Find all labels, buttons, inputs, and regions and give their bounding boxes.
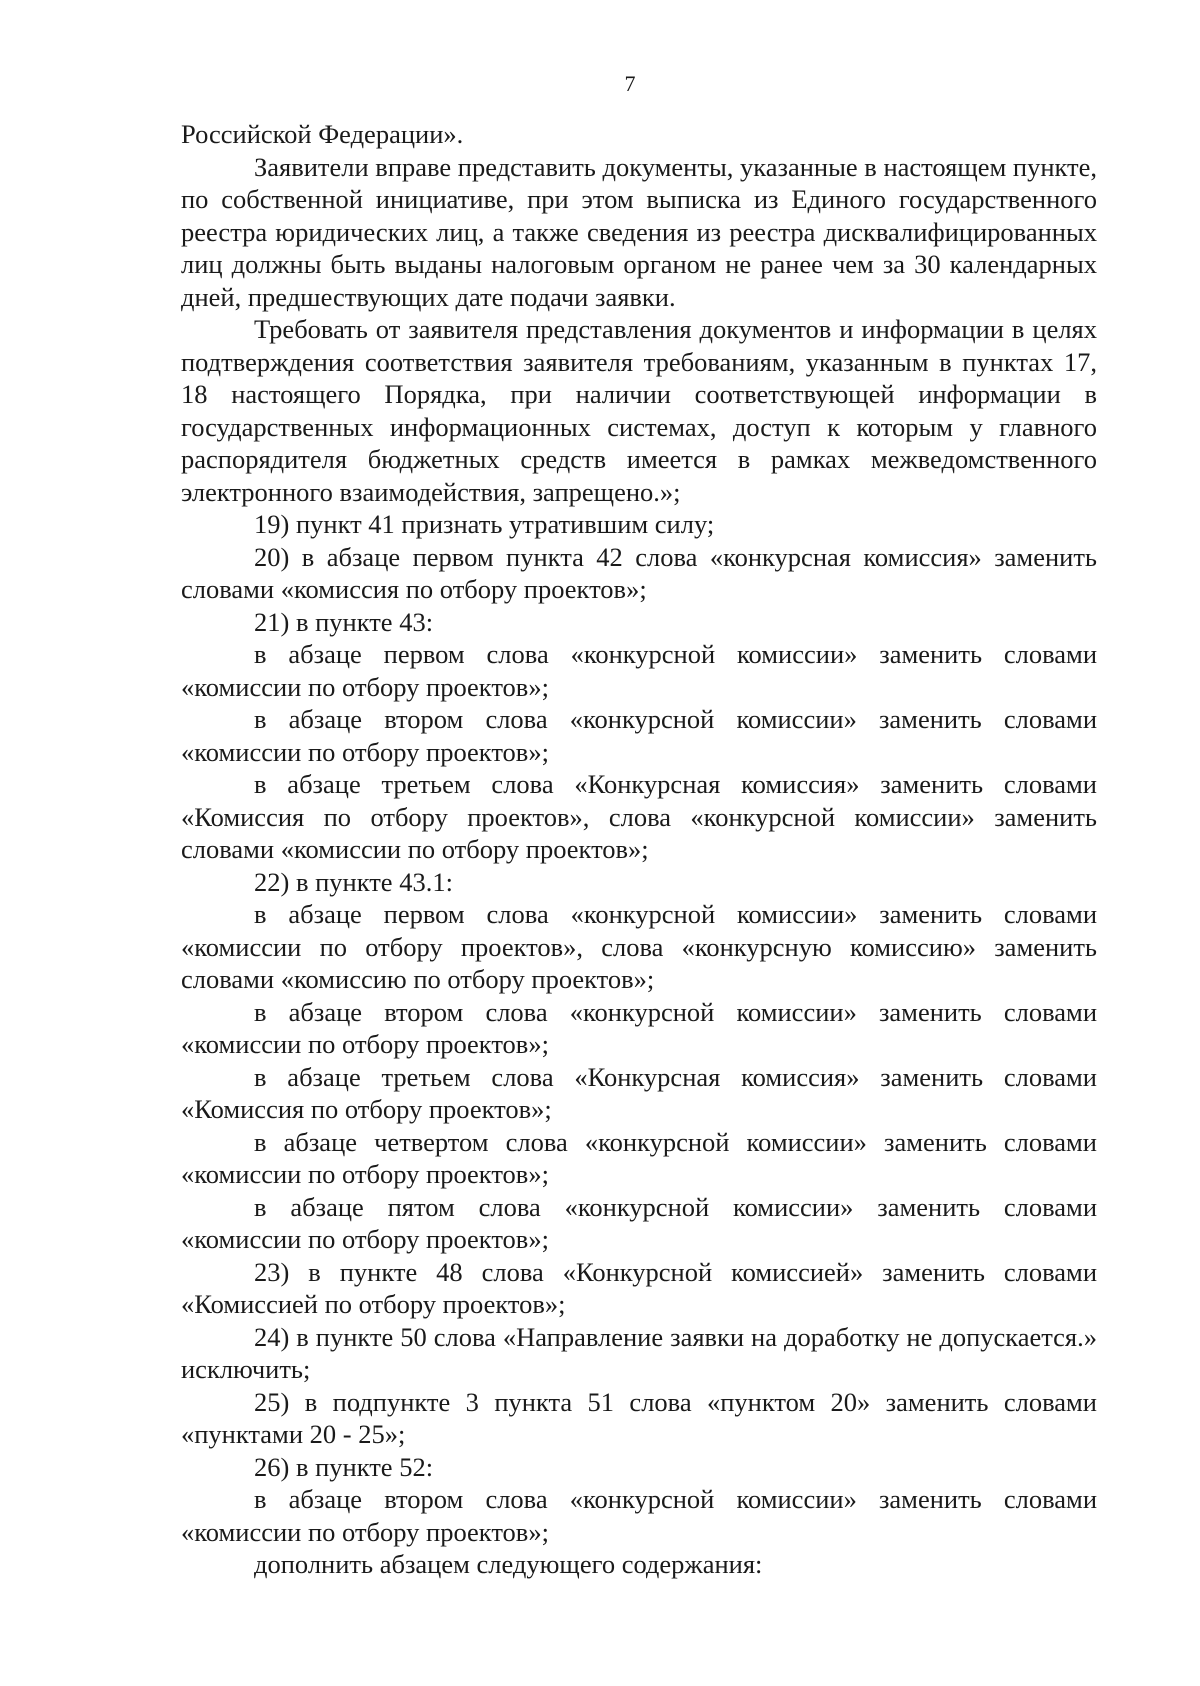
paragraph-16: 24) в пункте 50 слова «Направление заявки на доработку не допускается.» исключить; <box>181 1321 1097 1384</box>
paragraph-2: Требовать от заявителя представления документов и информации в целях подтверждения соответствия заявителя требованиям, указанным в пунктах 17, 18 настоящего Порядка, при наличии соответствующей информации в государственных информационных системах, доступ к которым у главного распорядителя бюджетных средств имеется в рамках межведомственного электронного взаимодействия, запрещено.»; <box>181 314 1097 507</box>
paragraph-7: в абзаце втором слова «конкурсной комиссии» заменить словами «комиссии по отбору проектов»; <box>181 704 1097 767</box>
paragraph-14: в абзаце пятом слова «конкурсной комиссии» заменить словами «комиссии по отбору проектов»; <box>181 1191 1097 1254</box>
paragraph-1: Заявители вправе представить документы, указанные в настоящем пункте, по собственной инициативе, при этом выписка из Единого государственного реестра юридических лиц, а также сведения из реестра дисквалифицированных лиц должны быть выданы налоговым органом не ранее чем за 30 календарных дней, предшествующих дате подачи заявки. <box>181 151 1097 312</box>
paragraph-18: 26) в пункте 52: <box>254 1451 434 1482</box>
paragraph-9: 22) в пункте 43.1: <box>254 866 453 897</box>
paragraph-4: 20) в абзаце первом пункта 42 слова «конкурсная комиссия» заменить словами «комиссия по отбору проектов»; <box>181 541 1097 604</box>
paragraph-15: 23) в пункте 48 слова «Конкурсной комиссией» заменить словами «Комиссией по отбору проектов»; <box>181 1256 1097 1319</box>
page-number: 7 <box>624 71 636 96</box>
paragraph-6: в абзаце первом слова «конкурсной комиссии» заменить словами «комиссии по отбору проектов»; <box>181 639 1097 702</box>
paragraph-3: 19) пункт 41 признать утратившим силу; <box>254 509 715 539</box>
paragraph-8: в абзаце третьем слова «Конкурсная комиссия» заменить словами «Комиссия по отбору проектов», слова «конкурсной комиссии» заменить словами «комиссии по отбору проектов»; <box>181 769 1097 864</box>
paragraph-19: в абзаце втором слова «конкурсной комиссии» заменить словами «комиссии по отбору проектов»; <box>181 1484 1097 1547</box>
paragraph-12: в абзаце третьем слова «Конкурсная комиссия» заменить словами «Комиссия по отбору проектов»; <box>181 1061 1097 1124</box>
paragraph-20: дополнить абзацем следующего содержания: <box>254 1549 763 1579</box>
paragraph-17: 25) в подпункте 3 пункта 51 слова «пунктом 20» заменить словами «пунктами 20 - 25»; <box>181 1386 1097 1449</box>
paragraph-5: 21) в пункте 43: <box>254 606 434 637</box>
paragraph-10: в абзаце первом слова «конкурсной комиссии» заменить словами «комиссии по отбору проектов», слова «конкурсную комиссию» заменить словами «комиссию по отбору проектов»; <box>181 899 1097 994</box>
document-body <box>181 118 1097 1581</box>
paragraph-11: в абзаце втором слова «конкурсной комиссии» заменить словами «комиссии по отбору проектов»; <box>181 996 1097 1059</box>
paragraph-13: в абзаце четвертом слова «конкурсной комиссии» заменить словами «комиссии по отбору проектов»; <box>181 1126 1097 1189</box>
paragraph-0: Российской Федерации». <box>181 119 464 149</box>
